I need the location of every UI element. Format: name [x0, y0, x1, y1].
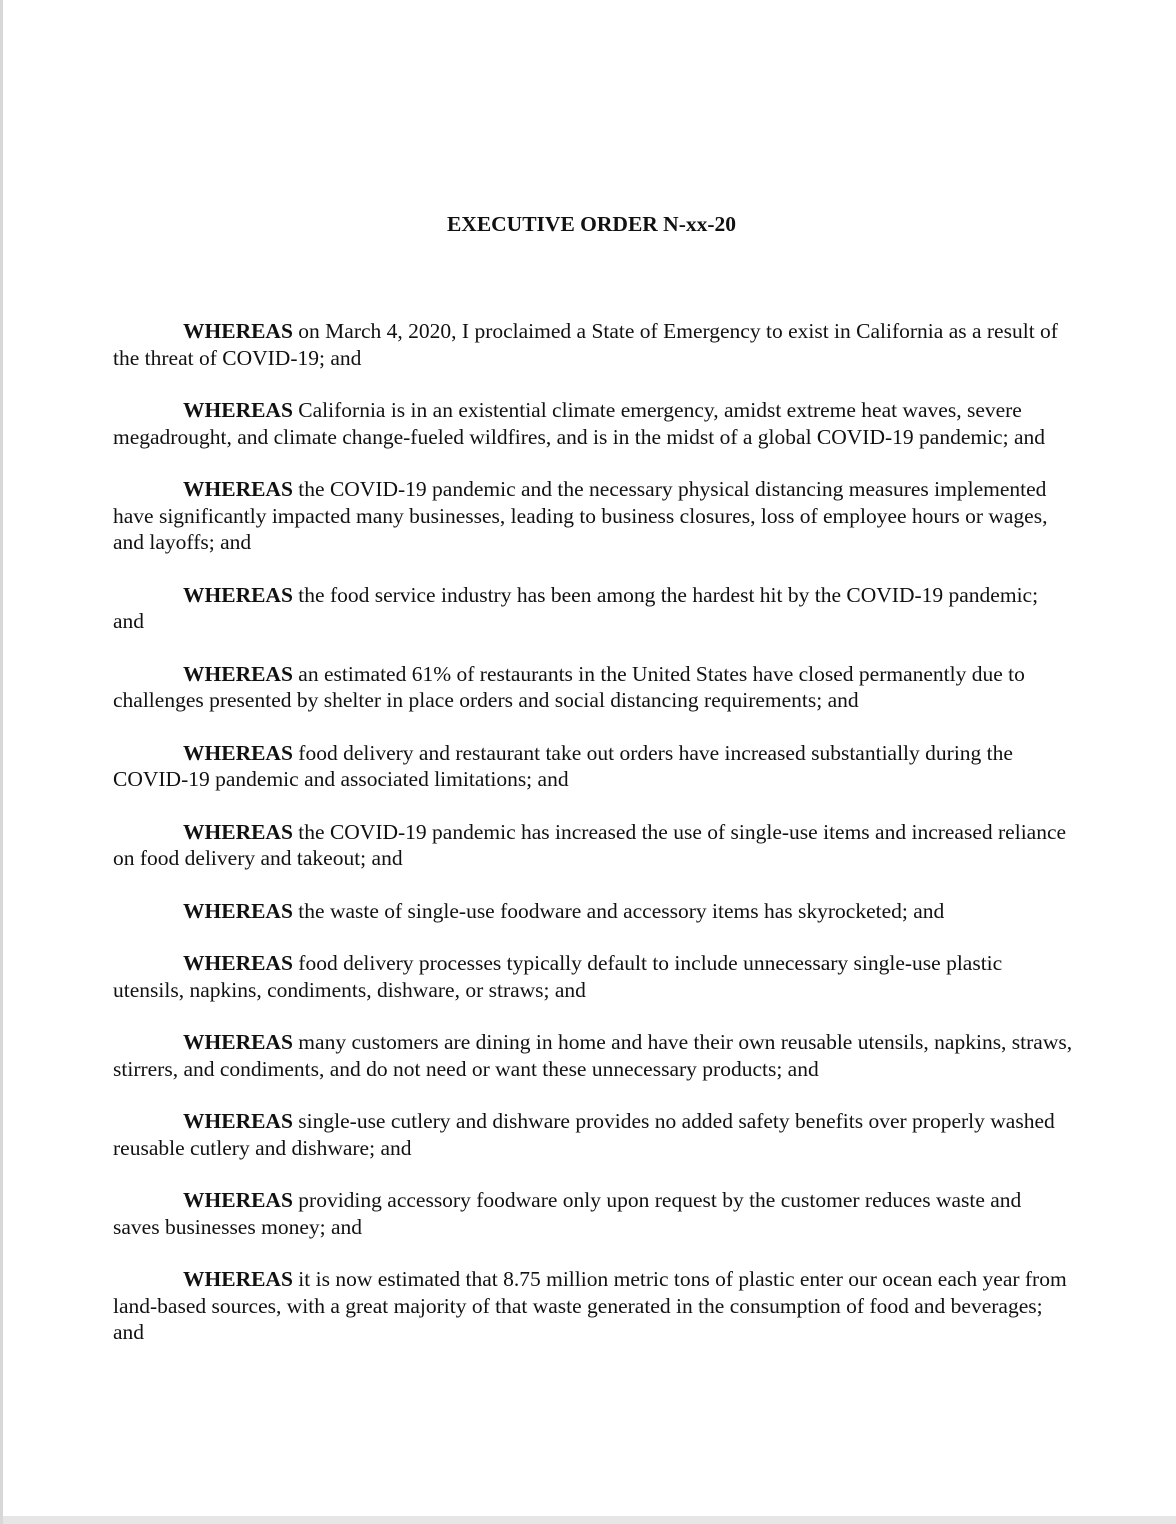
whereas-clause [113, 582, 1073, 635]
whereas-clause [113, 476, 1073, 556]
whereas-clause [113, 740, 1073, 793]
clause-text: the COVID-19 pandemic and the necessary physical distancing measures implemented have significantly impacted many businesses, leading to business closures, loss of employee hours or wages, and layoffs; and [113, 477, 1048, 554]
clause-text: many customers are dining in home and have their own reusable utensils, napkins, straws, stirrers, and condiments, and do not need or want these unnecessary products; and [113, 1030, 1073, 1081]
clause-text: food delivery and restaurant take out orders have increased substantially during the COVID-19 pandemic and associated limitations; and [113, 740, 1013, 791]
clause-text: providing accessory foodware only upon request by the customer reduces waste and saves businesses money; and [113, 1188, 1022, 1239]
clause-keyword: WHEREAS [183, 898, 293, 923]
clause-text: on March 4, 2020, I proclaimed a State of Emergency to exist in California as a result of the threat of COVID-19; and [113, 319, 1058, 370]
whereas-clause [113, 819, 1073, 872]
clause-list [113, 318, 1073, 1372]
clause-keyword: WHEREAS [183, 398, 293, 422]
whereas-clause [113, 1266, 1073, 1346]
whereas-clause [113, 318, 1073, 371]
clause-keyword: WHEREAS [183, 951, 293, 975]
clause-text: it is now estimated that 8.75 million metric tons of plastic enter our ocean each year from land-based sources, with a great majority of that waste generated in the consumption of food and beverages; and [113, 1267, 1067, 1344]
clause-keyword: WHEREAS [183, 477, 293, 501]
page-bottom-edge [3, 1516, 1176, 1524]
clause-keyword: WHEREAS [183, 1188, 293, 1212]
clause-text: single-use cutlery and dishware provides no added safety benefits over properly washed reusable cutlery and dishware; and [113, 1109, 1055, 1160]
whereas-clause [113, 1108, 1073, 1161]
document-title: EXECUTIVE ORDER N-xx-20 [446, 212, 737, 236]
whereas-clause [113, 1029, 1073, 1082]
clause-keyword: WHEREAS [183, 1030, 293, 1054]
clause-text: the COVID-19 pandemic has increased the use of single-use items and increased reliance on food delivery and takeout; and [113, 819, 1067, 870]
clause-text: California is in an existential climate emergency, amidst extreme heat waves, severe megadrought, and climate change-fueled wildfires, and is in the midst of a global COVID-19 pandemic; and [113, 398, 1045, 449]
clause-keyword: WHEREAS [183, 819, 293, 844]
clause-keyword: WHEREAS [183, 319, 293, 343]
whereas-clause [113, 950, 1073, 1003]
clause-text: food delivery processes typically default to include unnecessary single-use plastic utensils, napkins, condiments, dishware, or straws; and [113, 951, 1003, 1002]
clause-text: the waste of single-use foodware and accessory items has skyrocketed; and [292, 898, 945, 923]
clause-keyword: WHEREAS [183, 582, 293, 607]
clause-keyword: WHEREAS [183, 1267, 293, 1291]
whereas-clause [113, 898, 1073, 925]
clause-keyword: WHEREAS [183, 661, 293, 686]
clause-text: an estimated 61% of restaurants in the United States have closed permanently due to challenges presented by shelter in place orders and social distancing requirements; and [113, 661, 1025, 712]
clause-keyword: WHEREAS [183, 740, 293, 765]
whereas-clause [113, 661, 1073, 714]
whereas-clause [113, 397, 1073, 450]
whereas-clause [113, 1187, 1073, 1240]
clause-text: the food service industry has been among the hardest hit by the COVID-19 pandemic; and [113, 582, 1039, 633]
clause-keyword: WHEREAS [183, 1109, 293, 1133]
